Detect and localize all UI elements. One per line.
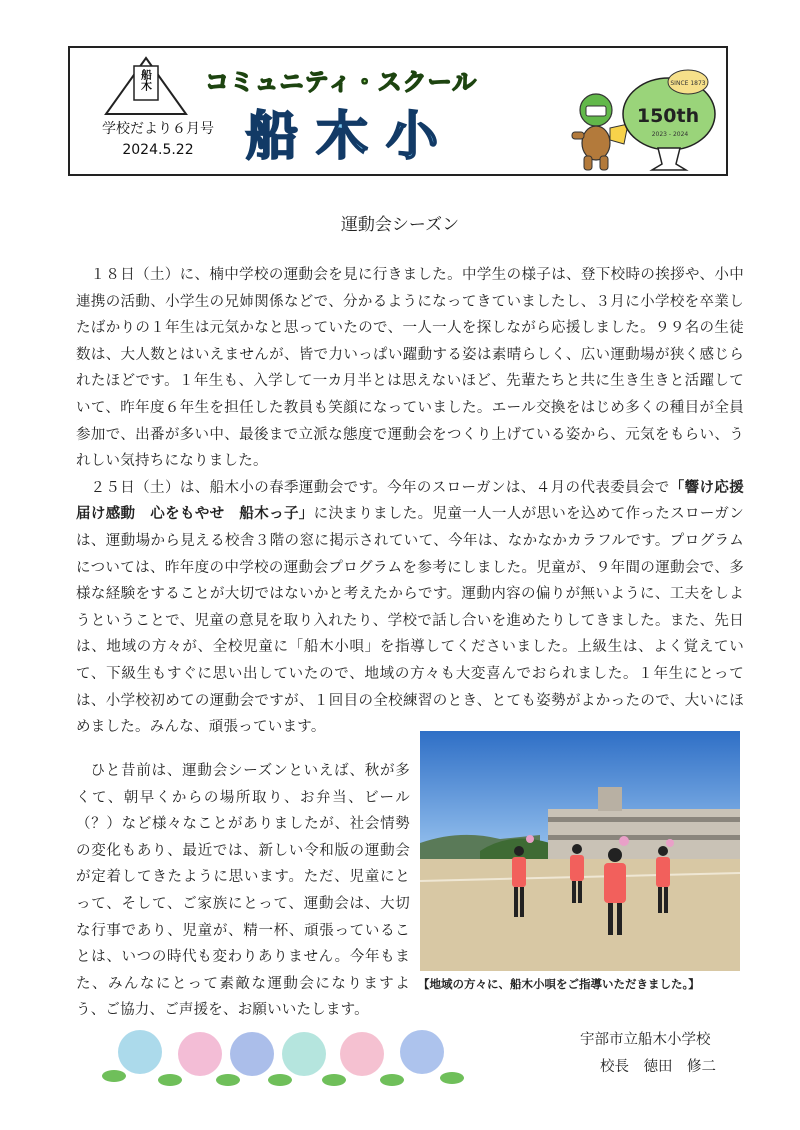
school-logo-icon	[104, 56, 188, 116]
logo-text: 船木	[139, 69, 153, 91]
school-name: 船木小	[246, 107, 457, 167]
sports-day-photo	[420, 731, 740, 971]
paragraph-2-start: ２５日（土）は、船木小の春季運動会です。今年のスローガンは、４月の代表委員会で	[90, 479, 670, 496]
paragraph-1: １８日（土）に、楠中学校の運動会を見に行きました。中学生の様子は、登下校時の挨拶や、小中連携の活動、小学生の兄姉関係などで、分かるようになってきていましたし、３月に小学校を卒業したばかりの１年生は元気かなと思っていたので、一人一人を探しながら応援しました。９９名の生徒数は、大人数とはいえませんが、皆で力いっぱい躍動する姿は素晴らしく、広い運動場が狭く感じられたほどです。１年生も、入学して一カ月半とは思えないほど、先輩たちと共に生き生きと活躍していて、昨年度６年生を担任した教員も笑顔になっていました。エール交換をはじめ多くの種目が全員参加で、出番が多い中、最後まで立派な態度で運動会をつくり上げている姿から、元気をもらい、うれしい気持ちになりました。	[76, 267, 744, 470]
paragraph-2	[76, 475, 759, 741]
newsletter-header	[68, 46, 728, 176]
photo-caption: 【地域の方々に、船木小唄をご指導いただきました。】	[418, 977, 700, 991]
anniv-150: 150th	[636, 105, 700, 127]
issue-date: 2024.5.22	[122, 142, 194, 158]
article-body	[76, 262, 759, 741]
anniv-since: SINCE 1873	[670, 80, 706, 87]
paragraph-2-rest: に決まりました。児童一人一人が思いを込めて作ったスローガンは、運動場から見える校舎３階の窓に掲示されていて、今年は、なかなかカラフルです。プログラムについては、昨年度の中学校の運動会プログラムを参考にしました。児童が、９年間の運動会で、多様な経験をすることが大切ではないかと考えたからです。運動内容の偏りが無いように、工夫をしようということで、児童の意見を取り入れたり、学校で話し合いを進めたりしてきました。また、先日は、地域の方々が、全校児童に「船木小唄」を指導してくださいました。上級生は、よく覚えていて、下級生もすぐに思い出していたので、地域の方々も大変喜んでおられました。１年生にとっては、小学校初めての運動会ですが、１回目の全校練習のとき、とても姿勢がよかったので、大いにほめました。みんな、頑張っています。	[76, 506, 744, 736]
flower-row	[118, 1030, 444, 1076]
anniversary-tree-icon	[618, 56, 720, 172]
hydrangea-illustration	[100, 1024, 470, 1090]
issue-label: 学校だより６月号	[102, 121, 214, 137]
article-body-wrapped	[76, 758, 410, 1024]
paragraph-3: ひと昔前は、運動会シーズンといえば、秋が多くて、朝早くからの場所取り、お弁当、ビール（？）など様々なことがありましたが、社会情勢の変化もあり、最近では、新しい令和版の運動会が定着してきたように思います。ただ、児童にとって、そして、ご家族にとって、運動会は、大切な行事であり、児童が、精一杯、頑張っていることは、いつの時代も変わりありません。今年もまた、みんなにとって素敵な運動会になりますよう、ご協力、ご声援を、お願いいたします。	[76, 763, 410, 1019]
signature-school: 宇部市立船木小学校	[580, 1032, 711, 1048]
signature-principal: 校長 徳田 修二	[600, 1059, 716, 1075]
anniv-range: 2023 - 2024	[651, 131, 689, 138]
slogan: 「響け応援 届け感動 心をもやせ 船木っ子」	[76, 478, 759, 523]
community-school-banner: コミュニティ・スクール	[205, 68, 478, 96]
article-title: 運動会シーズン	[340, 215, 460, 235]
